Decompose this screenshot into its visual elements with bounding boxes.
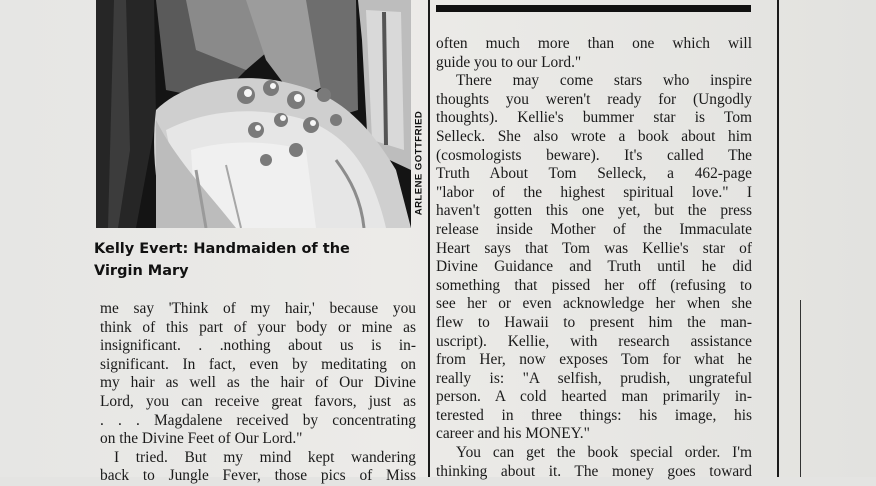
right-column-text — [436, 35, 752, 481]
text-line: back to Jungle Fever, those pics of Miss — [100, 467, 416, 485]
text-line: Truth About Tom Selleck, a 462-page — [436, 165, 752, 183]
caption-line: Kelly Evert: Handmaiden of the — [94, 241, 350, 257]
photo-illustration — [96, 0, 411, 228]
text-line: really is: "A selfish, prudish, ungrateful — [436, 369, 752, 387]
text-line: . . . Magdalene received by concentrating — [100, 411, 416, 429]
photo-kelly-evert — [96, 0, 411, 228]
left-column-text — [100, 300, 416, 486]
text-line: Selleck. She also wrote a book about him — [436, 127, 752, 145]
section-bar — [436, 5, 751, 12]
text-line: from Her, now exposes Tom for what he — [436, 351, 752, 369]
text-line: flew to Hawaii to present him the man- — [436, 313, 752, 331]
caption-line: Virgin Mary — [94, 263, 189, 279]
text-line: think of this part of your body or mine as — [100, 318, 416, 336]
text-line: You can get the book special order. I'm — [456, 444, 752, 462]
text-line: There may come stars who inspire — [456, 72, 752, 90]
text-line: uscript). Kellie, with research assistance — [436, 332, 752, 350]
column-rule-left — [428, 0, 430, 477]
text-line: person. A cold hearted man primarily in- — [436, 388, 752, 406]
text-line: (cosmologists beware). It's called The — [436, 146, 752, 164]
text-line: Divine Guidance and Truth until he did — [436, 258, 752, 276]
text-line: career and his MONEY." — [436, 425, 590, 443]
text-line: Lord, you can receive great favors, just as — [100, 392, 416, 410]
text-line: often much more than one which will — [436, 35, 752, 52]
photo-credit-text: ARLENE GOTTFRIED — [413, 110, 425, 216]
text-line: guide you to our Lord." — [436, 53, 582, 71]
column-rule-far-right — [800, 300, 801, 477]
text-line: release inside Mother of the Immaculate — [436, 220, 752, 238]
text-line: Heart says that Tom was Kellie's star of — [436, 239, 752, 257]
column-rule-right — [777, 0, 779, 477]
text-line: my hair as well as the hair of Our Divine — [100, 374, 416, 392]
text-line: something that pissed her off (refusing to — [436, 276, 752, 294]
text-line: insignificant. . .nothing about us is in- — [100, 337, 416, 355]
text-line: thoughts you weren't ready for (Ungodly — [436, 90, 752, 108]
text-line: I tried. But my mind kept wandering — [114, 448, 416, 466]
text-line: "labor of the highest spiritual love." I — [436, 183, 752, 201]
text-line: significant. In fact, even by meditating on — [100, 355, 416, 373]
text-line: thoughts). Kellie's bummer star is Tom — [436, 109, 752, 127]
photo-credit — [412, 98, 426, 228]
text-line: thinking about it. The money goes toward — [436, 462, 752, 480]
text-line: on the Divine Feet of Our Lord." — [100, 430, 303, 448]
text-line: haven't gotten this one yet, but the press — [436, 202, 752, 220]
text-line: me say 'Think of my hair,' because you — [100, 300, 416, 317]
photo-caption — [94, 238, 414, 282]
text-line: terested in three things: his image, his — [436, 406, 752, 424]
text-line: see her or even acknowledge her when she — [436, 295, 752, 313]
